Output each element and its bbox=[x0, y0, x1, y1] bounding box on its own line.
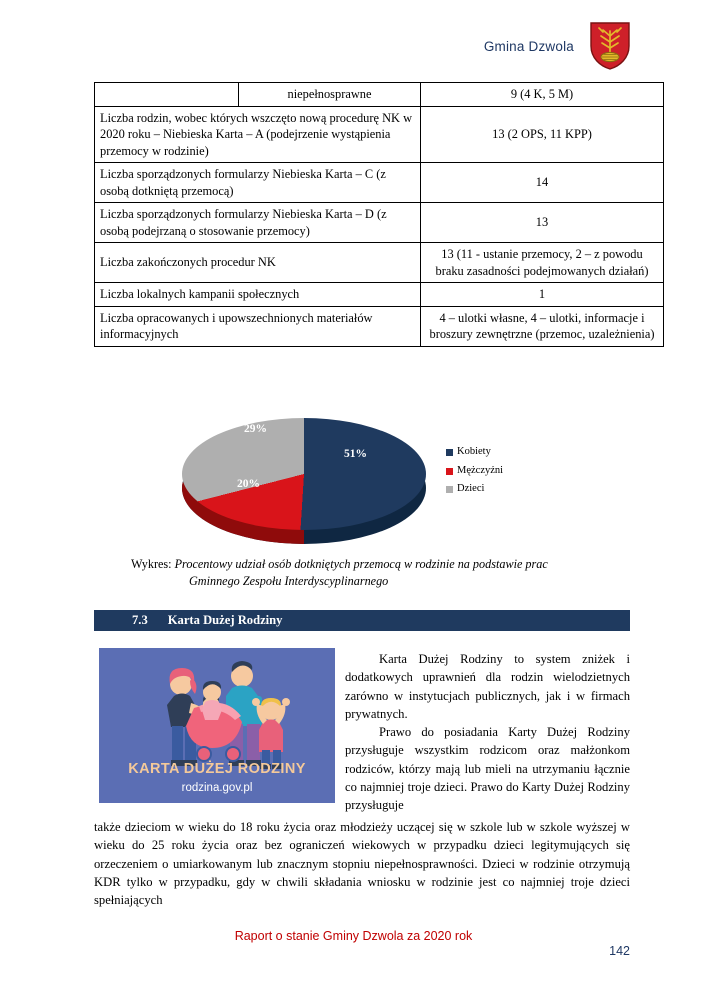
table-cell-value: 9 (4 K, 5 M) bbox=[421, 83, 664, 107]
legend-swatch-icon bbox=[446, 468, 453, 475]
table-cell-value: 13 bbox=[421, 203, 664, 243]
footer-text: Raport o stanie Gminy Dzwola za 2020 rok bbox=[234, 929, 473, 943]
table-cell-label: Liczba lokalnych kampanii społecznych bbox=[95, 283, 421, 307]
table-body bbox=[95, 83, 664, 347]
pie-label-dzieci: 29% bbox=[244, 423, 267, 435]
caption-key: Wykres: bbox=[131, 557, 172, 571]
family-illustration-icon bbox=[99, 648, 335, 803]
table-row bbox=[95, 283, 664, 307]
pie-graphic bbox=[182, 400, 426, 544]
table-cell-value: 13 (2 OPS, 11 KPP) bbox=[421, 106, 664, 163]
table-row bbox=[95, 163, 664, 203]
table-cell-value: 1 bbox=[421, 283, 664, 307]
table-row bbox=[95, 203, 664, 243]
page-number: 142 bbox=[609, 944, 630, 958]
body-text-full bbox=[94, 818, 630, 909]
legend-swatch-icon bbox=[446, 486, 453, 493]
pie-label-kobiety: 51% bbox=[344, 448, 367, 460]
body-text-column bbox=[345, 650, 630, 814]
legend-label: Dzieci bbox=[457, 483, 485, 495]
figure-caption-url: rodzina.gov.pl bbox=[181, 782, 253, 794]
legend-item-kobiety bbox=[446, 443, 503, 462]
page-header bbox=[94, 22, 630, 74]
table-cell-label: Liczba sporządzonych formularzy Niebieska Karta – D (z osobą podejrzaną o stosowanie przemocy) bbox=[95, 203, 421, 243]
table-cell-label: Liczba sporządzonych formularzy Niebieska Karta – C (z osobą dotkniętą przemocą) bbox=[95, 163, 421, 203]
pie-surface bbox=[182, 418, 426, 530]
section-number: 7.3 bbox=[132, 613, 148, 627]
paragraph-2-bottom: także dzieciom w wieku do 18 roku życia oraz młodzieży uczącej się w szkole lub w szkole wyższej w wieku do 25 roku życia oraz bez ograniczeń wiekowych w przypadku dzieci legitymujących się orzeczeniem o umiarkowanym lub znacznym stopniu niepełnosprawności. Dzieci w rodzinie otrzymują KDR tylko w przypadku, gdy w chwili składania wniosku w rodzinie jest co najmniej troje dzieci spełniających bbox=[94, 820, 630, 907]
paragraph-1: Karta Dużej Rodziny to system zniżek i dodatkowych uprawnień dla rodzin wielodzietnych zarówno w instytucjach publicznych, jak i w firmach prywatnych. bbox=[345, 652, 630, 721]
legend-label: Kobiety bbox=[457, 446, 491, 457]
table-cell-label: Liczba rodzin, wobec których wszczęto nową procedurę NK w 2020 roku – Niebieska Karta – A (podejrzenie wystąpienia przemocy w rodzinie) bbox=[95, 106, 421, 163]
legend-item-mezczyzni bbox=[446, 462, 503, 481]
table-row bbox=[95, 243, 664, 283]
pie-chart bbox=[94, 398, 630, 548]
section-title: Karta Dużej Rodziny bbox=[167, 613, 283, 627]
figure-caption-main: KARTA DUŻEJ RODZINY bbox=[128, 761, 306, 777]
chart-legend bbox=[446, 443, 503, 499]
legend-item-dzieci bbox=[446, 480, 503, 499]
table-cell-value: 14 bbox=[421, 163, 664, 203]
caption-line1: Procentowy udział osób dotkniętych przemocą w rodzinie na podstawie prac bbox=[174, 557, 548, 571]
legend-label: Mężczyźni bbox=[457, 464, 504, 476]
table-cell-label bbox=[95, 83, 239, 107]
coat-of-arms-icon bbox=[590, 22, 630, 70]
table-row bbox=[95, 306, 664, 346]
caption-line2: Gminnego Zespołu Interdyscyplinarnego bbox=[189, 573, 389, 588]
pie-label-mezczyzni: 20% bbox=[237, 478, 260, 490]
legend-swatch-icon bbox=[446, 449, 453, 456]
karta-duzej-rodziny-image bbox=[99, 648, 335, 803]
table-cell-value: 4 – ulotki własne, 4 – ulotki, informacje i broszury zewnętrzne (przemoc, uzależnienia) bbox=[421, 306, 664, 346]
chart-caption bbox=[131, 556, 630, 590]
table-cell-value: 13 (11 - ustanie przemocy, 2 – z powodu braku zasadności podejmowanych działań) bbox=[421, 243, 664, 283]
header-title: Gmina Dzwola bbox=[483, 39, 574, 54]
paragraph-2-top: Prawo do posiadania Karty Dużej Rodziny przysługuje wszystkim rodzicom oraz małżonkom rodziców, którzy mają lub mieli na utrzymaniu łącznie co najmniej troje dzieci. Prawo do Karty Dużej Rodziny przysługuje bbox=[345, 725, 630, 812]
statistics-table bbox=[94, 82, 664, 347]
table-cell-label: Liczba zakończonych procedur NK bbox=[95, 243, 421, 283]
table-row bbox=[95, 83, 664, 107]
table-cell-label: Liczba opracowanych i upowszechnionych materiałów informacyjnych bbox=[95, 306, 421, 346]
table-row bbox=[95, 106, 664, 163]
section-heading bbox=[94, 610, 630, 631]
table-cell-sublabel: niepełnosprawne bbox=[239, 83, 421, 107]
